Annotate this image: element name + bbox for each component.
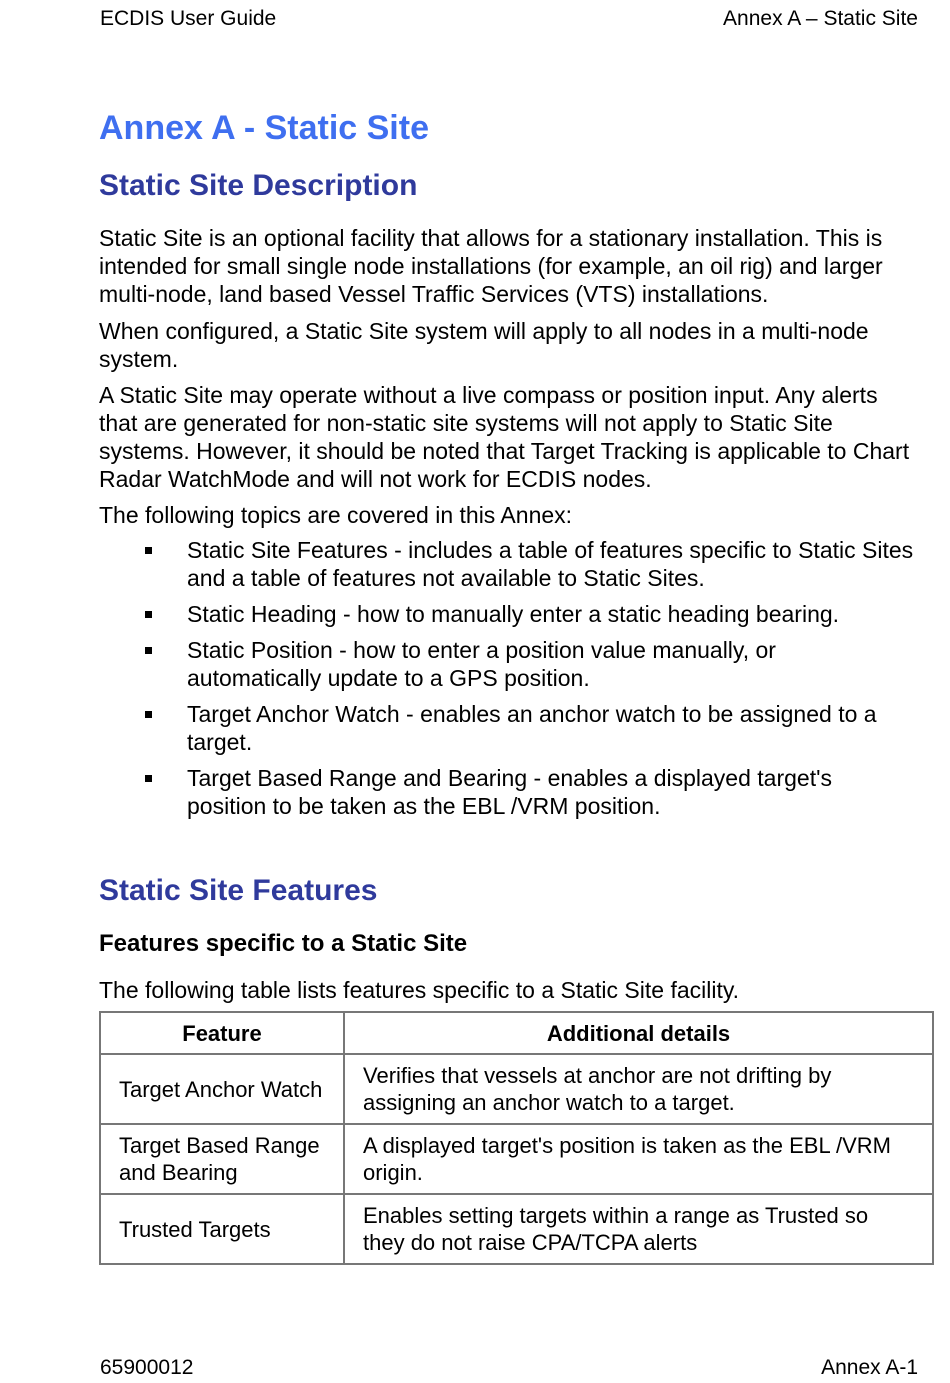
cell-details: A displayed target's position is taken as the EBL /VRM origin. [344, 1124, 933, 1194]
cell-feature: Target Anchor Watch [100, 1054, 344, 1124]
column-header-feature: Feature [100, 1012, 344, 1054]
paragraph-compass: A Static Site may operate without a live compass or position input. Any alerts that are generated for non-static site systems will not apply to Static Site systems. However, it should be noted that Target Tracking is applicable to Chart Radar WatchMode and will not work for ECDIS nodes. [99, 382, 910, 492]
bullet-icon [145, 547, 152, 554]
cell-details: Verifies that vessels at anchor are not drifting by assigning an anchor watch to a target. [344, 1054, 933, 1124]
paragraph-table-intro: The following table lists features specific to a Static Site facility. [99, 977, 740, 1003]
footer-page-number: Annex A-1 [821, 1356, 918, 1379]
topics-list [99, 536, 914, 828]
subheading-specific-features: Features specific to a Static Site [99, 930, 468, 957]
list-item-text: Static Heading - how to manually enter a static heading bearing. [187, 601, 840, 627]
list-item-text: Static Position - how to enter a position value manually, or automatically update to a GPS position. [187, 637, 776, 691]
header-section-title: Annex A – Static Site [723, 7, 918, 30]
footer-doc-number: 65900012 [100, 1356, 194, 1379]
cell-feature: Trusted Targets [100, 1194, 344, 1264]
table-row [100, 1124, 933, 1194]
list-item-text: Target Based Range and Bearing - enables a displayed target's position to be taken as the EBL /VRM position. [187, 765, 832, 819]
table-header-row [100, 1012, 933, 1054]
list-item [99, 536, 914, 592]
column-header-details: Additional details [344, 1012, 933, 1054]
list-item [99, 764, 914, 820]
table-row [100, 1054, 933, 1124]
paragraph-topics-intro: The following topics are covered in this Annex: [99, 502, 573, 528]
bullet-icon [145, 711, 152, 718]
list-item-text: Target Anchor Watch - enables an anchor watch to be assigned to a target. [187, 701, 877, 755]
cell-feature: Target Based Range and Bearing [100, 1124, 344, 1194]
paragraph-intro: Static Site is an optional facility that allows for a stationary installation. This is intended for small single node installations (for example, an oil rig) and larger multi-node, land based Vessel Traffic Services (VTS) installations. [99, 225, 883, 307]
bullet-icon [145, 611, 152, 618]
table-row [100, 1194, 933, 1264]
list-item [99, 636, 914, 692]
section-heading-features: Static Site Features [99, 874, 378, 907]
header-doc-title: ECDIS User Guide [100, 7, 277, 30]
features-table [99, 1011, 934, 1265]
list-item [99, 600, 914, 628]
list-item [99, 700, 914, 756]
annex-title: Annex A - Static Site [99, 109, 429, 147]
section-heading-description: Static Site Description [99, 169, 418, 202]
bullet-icon [145, 647, 152, 654]
bullet-icon [145, 775, 152, 782]
cell-details: Enables setting targets within a range as Trusted so they do not raise CPA/TCPA alerts [344, 1194, 933, 1264]
list-item-text: Static Site Features - includes a table of features specific to Static Sites and a table of features not available to Static Sites. [187, 537, 914, 591]
paragraph-multinode: When configured, a Static Site system will apply to all nodes in a multi-node system. [99, 318, 869, 372]
